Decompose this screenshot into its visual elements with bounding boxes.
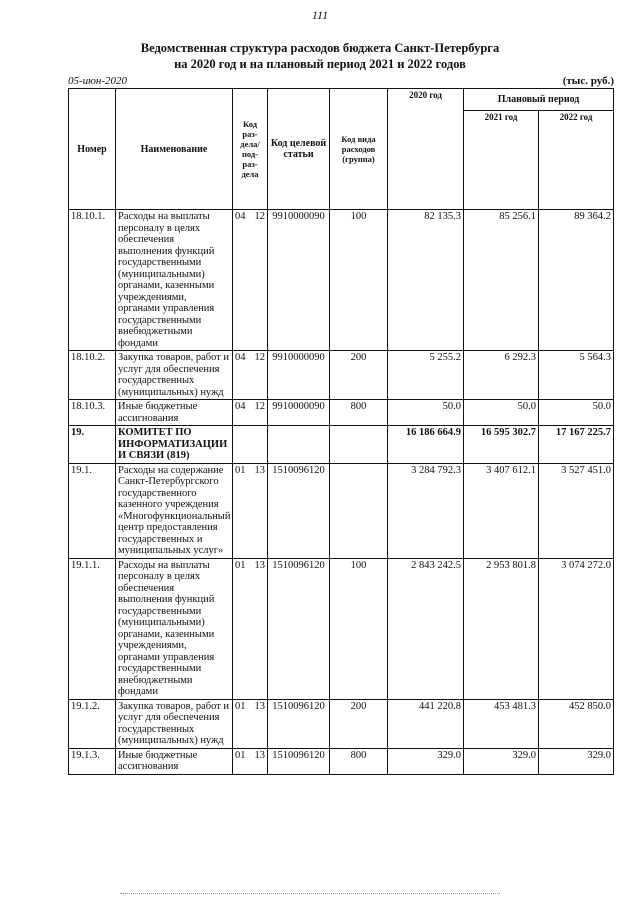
row-value-2022: 50.0 — [539, 400, 614, 426]
row-value-2022: 5 564.3 — [539, 351, 614, 400]
row-value-2020: 329.0 — [388, 748, 464, 774]
row-number: 19.1. — [69, 463, 116, 558]
row-value-2021: 16 595 302.7 — [464, 426, 539, 464]
row-subsection-code: 13 — [251, 463, 268, 558]
row-number: 19.1.1. — [69, 558, 116, 699]
row-target-code: 1510096120 — [268, 748, 330, 774]
row-number: 19.1.3. — [69, 748, 116, 774]
title-line-2: на 2020 год и на плановый период 2021 и 2022 годов — [174, 57, 466, 71]
document-date: 05-июн-2020 — [68, 75, 128, 87]
header-section: Код раз-дела/ под-раз-дела — [233, 89, 268, 210]
row-section-code: 01 — [233, 463, 251, 558]
table-body — [69, 210, 614, 775]
row-expense-code: 200 — [330, 351, 388, 400]
header-target: Код целевой статьи — [268, 89, 330, 210]
row-subsection-code: 12 — [251, 210, 268, 351]
header-expense: Код вида расходов (группа) — [330, 89, 388, 210]
row-value-2021: 50.0 — [464, 400, 539, 426]
row-value-2021: 6 292.3 — [464, 351, 539, 400]
units-label: (тыс. руб.) — [562, 75, 614, 87]
row-subsection-code: 12 — [251, 400, 268, 426]
row-value-2020: 16 186 664.9 — [388, 426, 464, 464]
page-number: 111 — [311, 8, 329, 22]
row-value-2020: 5 255.2 — [388, 351, 464, 400]
row-subsection-code: 13 — [251, 748, 268, 774]
row-value-2021: 3 407 612.1 — [464, 463, 539, 558]
row-number: 19. — [69, 426, 116, 464]
title-line-1: Ведомственная структура расходов бюджета Санкт-Петербурга — [140, 41, 500, 55]
row-name: Закупка товаров, работ и услуг для обеспечения государственных (муниципальных) нужд — [116, 699, 233, 748]
row-value-2020: 441 220.8 — [388, 699, 464, 748]
row-target-code: 9910000090 — [268, 351, 330, 400]
header-2020: 2020 год — [388, 89, 464, 210]
row-expense-code: 100 — [330, 558, 388, 699]
row-value-2022: 329.0 — [539, 748, 614, 774]
table-row — [69, 351, 614, 400]
row-expense-code: 800 — [330, 400, 388, 426]
row-value-2022: 3 074 272.0 — [539, 558, 614, 699]
row-value-2022: 17 167 225.7 — [539, 426, 614, 464]
document-title — [0, 40, 640, 72]
table-row — [69, 748, 614, 774]
row-expense-code: 800 — [330, 748, 388, 774]
row-value-2021: 453 481.3 — [464, 699, 539, 748]
header-number: Номер — [69, 89, 116, 210]
row-value-2021: 85 256.1 — [464, 210, 539, 351]
row-value-2020: 2 843 242.5 — [388, 558, 464, 699]
row-name: Закупка товаров, работ и услуг для обеспечения государственных (муниципальных) нужд — [116, 351, 233, 400]
table-row — [69, 463, 614, 558]
row-name: Расходы на выплаты персоналу в целях обеспечения выполнения функций государственными (муниципальными) органами, казенными учреждениями, органами управления государственными внебюджетными фондами — [116, 558, 233, 699]
row-section-code — [233, 426, 251, 464]
row-value-2022: 452 850.0 — [539, 699, 614, 748]
table-row — [69, 426, 614, 464]
table-row — [69, 558, 614, 699]
row-subsection-code: 13 — [251, 558, 268, 699]
page-bottom-rule — [120, 893, 500, 895]
row-name: Иные бюджетные ассигнования — [116, 748, 233, 774]
row-target-code: 1510096120 — [268, 463, 330, 558]
row-value-2022: 3 527 451.0 — [539, 463, 614, 558]
row-expense-code — [330, 463, 388, 558]
row-target-code — [268, 426, 330, 464]
row-expense-code: 100 — [330, 210, 388, 351]
row-name: КОМИТЕТ ПО ИНФОРМАТИЗАЦИИ И СВЯЗИ (819) — [116, 426, 233, 464]
row-target-code: 9910000090 — [268, 400, 330, 426]
row-section-code: 01 — [233, 558, 251, 699]
table-row — [69, 699, 614, 748]
header-name: Наименование — [116, 89, 233, 210]
header-planned: Плановый период — [464, 89, 614, 111]
header-2022: 2022 год — [539, 111, 614, 210]
row-target-code: 1510096120 — [268, 558, 330, 699]
header-2021: 2021 год — [464, 111, 539, 210]
row-value-2021: 2 953 801.8 — [464, 558, 539, 699]
row-value-2020: 82 135.3 — [388, 210, 464, 351]
row-target-code: 1510096120 — [268, 699, 330, 748]
row-target-code: 9910000090 — [268, 210, 330, 351]
row-value-2020: 3 284 792.3 — [388, 463, 464, 558]
row-number: 18.10.1. — [69, 210, 116, 351]
table-row — [69, 400, 614, 426]
row-name: Расходы на выплаты персоналу в целях обеспечения выполнения функций государственными (муниципальными) органами, казенными учреждениями, органами управления государственными внебюджетными фондами — [116, 210, 233, 351]
row-section-code: 04 — [233, 400, 251, 426]
row-name: Расходы на содержание Санкт-Петербургского государственного казенного учреждения «Многофункциональный центр предоставления государственных и муниципальных услуг» — [116, 463, 233, 558]
row-value-2021: 329.0 — [464, 748, 539, 774]
row-value-2022: 89 364.2 — [539, 210, 614, 351]
row-subsection-code — [251, 426, 268, 464]
row-expense-code — [330, 426, 388, 464]
row-section-code: 01 — [233, 748, 251, 774]
budget-table — [68, 88, 614, 775]
row-section-code: 01 — [233, 699, 251, 748]
row-name: Иные бюджетные ассигнования — [116, 400, 233, 426]
row-section-code: 04 — [233, 210, 251, 351]
row-section-code: 04 — [233, 351, 251, 400]
row-expense-code: 200 — [330, 699, 388, 748]
row-number: 18.10.2. — [69, 351, 116, 400]
row-number: 18.10.3. — [69, 400, 116, 426]
row-subsection-code: 12 — [251, 351, 268, 400]
row-number: 19.1.2. — [69, 699, 116, 748]
row-value-2020: 50.0 — [388, 400, 464, 426]
row-subsection-code: 13 — [251, 699, 268, 748]
table-row — [69, 210, 614, 351]
